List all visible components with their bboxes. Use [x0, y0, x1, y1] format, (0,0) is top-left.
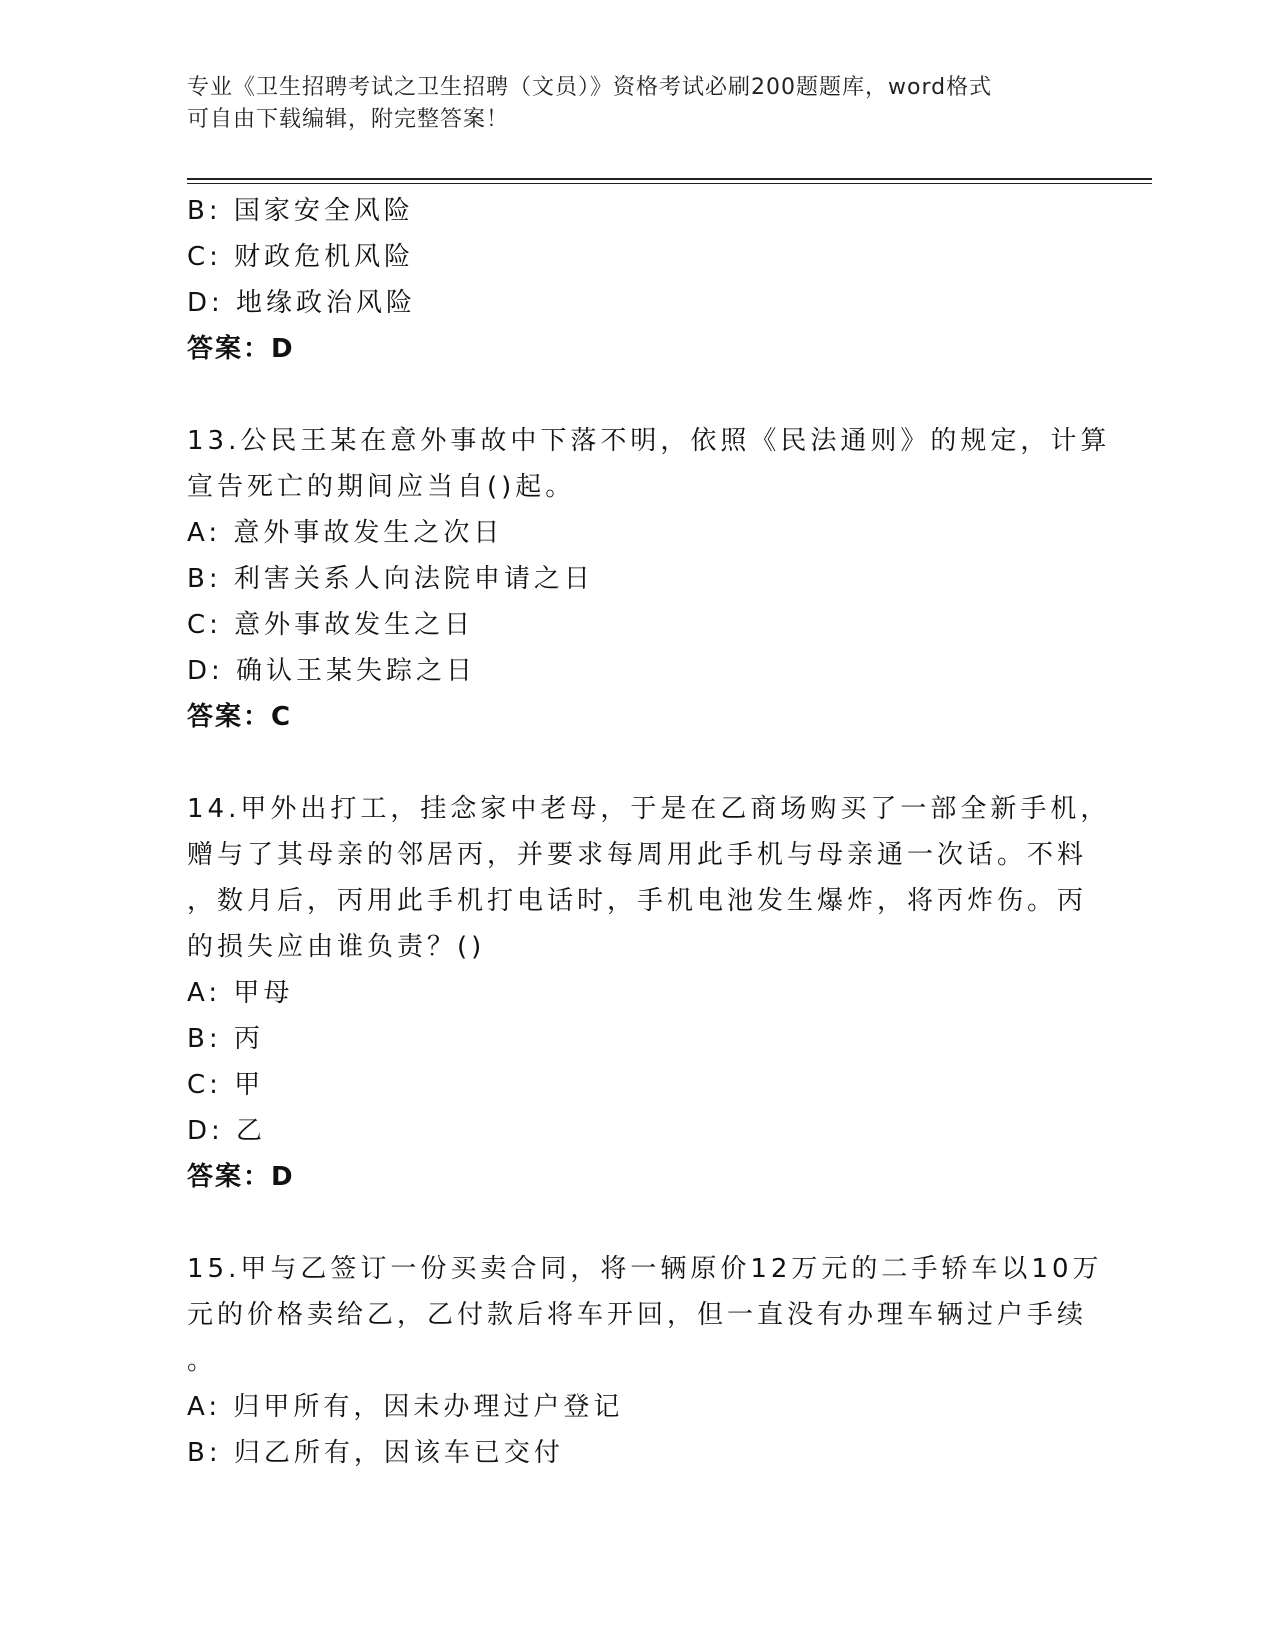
question-stem-line: 。: [187, 1346, 218, 1376]
question-stem-line: ，数月后，丙用此手机打电话时，手机电池发生爆炸，将丙炸伤。丙: [187, 886, 1088, 916]
document-header: [187, 72, 1067, 136]
answer-line: 答案：D: [187, 1162, 295, 1192]
option-b: B: 利害关系人向法院申请之日: [187, 564, 594, 594]
question-stem-line: 13.公民王某在意外事故中下落不明，依照《民法通则》的规定，计算: [187, 426, 1111, 456]
answer-line: 答案：D: [187, 334, 295, 364]
option-b: B: 丙: [187, 1024, 264, 1054]
option-c: C: 意外事故发生之日: [187, 610, 475, 640]
question-stem-line: 的损失应由谁负责？(): [187, 932, 486, 962]
option-c: C: 甲: [187, 1070, 265, 1100]
question-stem-line: 宣告死亡的期间应当自()起。: [187, 472, 576, 502]
question-15: [187, 1246, 1103, 1476]
header-divider-thin: [187, 183, 1152, 184]
header-line-2: 可自由下载编辑，附完整答案！: [187, 107, 510, 132]
question-stem-line: 14.甲外出打工，挂念家中老母，于是在乙商场购买了一部全新手机，: [187, 794, 1111, 824]
question-12-tail: [187, 188, 1087, 372]
option-c: C: 财政危机风险: [187, 242, 415, 272]
header-divider-thick: [187, 178, 1152, 180]
option-a: A: 意外事故发生之次日: [187, 518, 504, 548]
question-stem-line: 赠与了其母亲的邻居丙，并要求每周用此手机与母亲通一次话。不料: [187, 840, 1088, 870]
question-stem-line: 15.甲与乙签订一份买卖合同，将一辆原价12万元的二手轿车以10万: [187, 1254, 1103, 1284]
option-b: B: 归乙所有，因该车已交付: [187, 1438, 564, 1468]
option-a: A: 甲母: [187, 978, 294, 1008]
option-d: D: 地缘政治风险: [187, 288, 417, 318]
header-line-1: 专业《卫生招聘考试之卫生招聘（文员）》资格考试必刷200题题库，word格式: [187, 75, 993, 100]
question-14: [187, 786, 1111, 1200]
option-d: D: 乙: [187, 1116, 267, 1146]
answer-line: 答案：C: [187, 702, 293, 732]
question-13: [187, 418, 1111, 740]
option-b: B: 国家安全风险: [187, 196, 414, 226]
option-a: A: 归甲所有，因未办理过户登记: [187, 1392, 624, 1422]
option-d: D: 确认王某失踪之日: [187, 656, 477, 686]
question-stem-line: 元的价格卖给乙，乙付款后将车开回，但一直没有办理车辆过户手续: [187, 1300, 1088, 1330]
question-content: [187, 188, 1111, 1476]
